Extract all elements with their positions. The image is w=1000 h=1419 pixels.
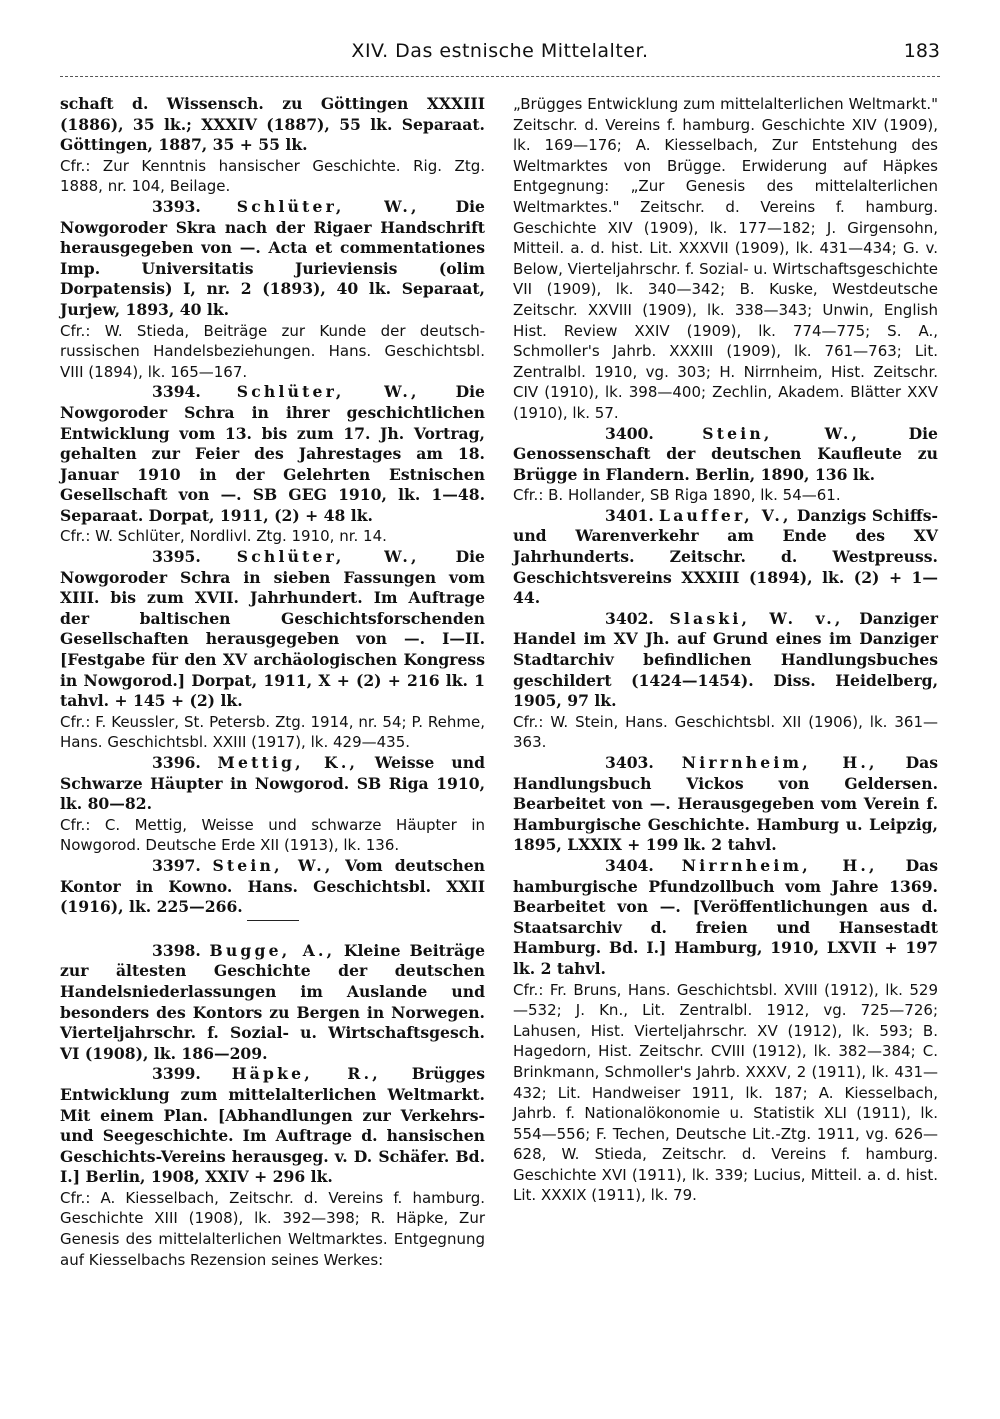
bibliography-entry (513, 856, 938, 980)
entry-title: Kleine Beiträge zur ältesten Geschichte der deutschen Handelsniederlassungen im Auslande und besonders des Kontors zu Bergen in Norwegen. Vierteljahrschr. f. Sozial- u. Wirtschaftsgesch. VI (1908), lk. 186—209. (60, 940, 485, 1063)
review-citation: „Brügges Entwicklung zum mittelalterlichen Weltmarkt." Zeitschr. d. Vereins f. hamburg. Geschichte XIV (1909), lk. 169—176; A. Kiesselbach, Zur Entstehung des Weltmarktes von Brügge. Erwiderung auf Häpkes Entgegnung: „Zur Genesis des mittelalterlichen Weltmarktes." Zeitschr. d. Vereins f. hamburg. Geschichte XIV (1909), lk. 177—182; J. Girgensohn, Mitteil. a. d. hist. Lit. XXXVII (1909), lk. 431—434; G. v. Below, Vierteljahrschr. f. Sozial- u. Wirtschaftsgeschichte VII (1909), lk. 340—342; B. Kuske, Westdeutsche Zeitschr. XXVIII (1909), lk. 338—343; Unwin, English Hist. Review XXIV (1909), lk. 774—775; S. A., Schmoller's Jahrb. XXXIII (1909), lk. 761—763; Lit. Zentralbl. 1910, vg. 303; H. Nirrnheim, Hist. Zeitschr. CIV (1910), lk. 398—400; Zechlin, Akadem. Blätter XXV (1910), lk. 57. (513, 95, 938, 422)
entry-title: Die Nowgoroder Schra in sieben Fassungen vom XIII. bis zum XVII. Jahrhundert. Im Auftrage der baltischen Geschichtsforschenden Gesellschaften herausgegeben von —. I—II. [Festgabe für den XV archäologischen Kongress in Nowgorod.] Dorpat, 1911, X + (2) + 216 lk. 1 tahvl. + 145 + (2) lk. (60, 547, 485, 711)
entry-author: Nirrnheim, H., (681, 753, 878, 772)
review-citation: Cfr.: B. Hollander, SB Riga 1890, lk. 54—61. (513, 486, 841, 505)
entry-author: Lauffer, V., (659, 505, 792, 525)
review-citation: Cfr.: W. Stieda, Beiträge zur Kunde der deutsch-russischen Handelsbeziehungen. Hans. Geschichtsbl. VIII (1894), lk. 165—167. (60, 321, 485, 381)
section-separator-rule (247, 920, 299, 921)
entry-author: Schlüter, W., (236, 547, 420, 567)
review-citation: Cfr.: F. Keussler, St. Petersb. Ztg. 1914, nr. 54; P. Rehme, Hans. Geschichtsbl. XXIII (1917), lk. 429—435. (60, 712, 485, 752)
bibliography-entry-continued (60, 94, 485, 156)
right-column (513, 94, 938, 1206)
entry-author: Bugge, A., (209, 940, 336, 960)
bibliography-entry (513, 609, 938, 712)
running-title: XIV. Das estnische Mittelalter. (351, 40, 649, 62)
entry-title: Weisse und Schwarze Häupter in Nowgorod. SB Riga 1910, lk. 80—82. (60, 753, 485, 814)
entry-number: 3403. (605, 753, 654, 772)
entry-author: Mettig, K., (217, 753, 359, 772)
review-citation: Cfr.: W. Stein, Hans. Geschichtsbl. XII (1906), lk. 361—363. (513, 712, 938, 752)
review-citation: Cfr.: C. Mettig, Weisse und schwarze Häupter in Nowgorod. Deutsche Erde XII (1913), lk. 136. (60, 815, 485, 855)
entry-title: Die Nowgoroder Skra nach der Rigaer Handschrift herausgegeben von —. Acta et commentationes Imp. Universitatis Jurieviensis (olim Dorpatensis) I, nr. 2 (1893), 40 lk. Separaat, Jurjew, 1893, 40 lk. (60, 196, 485, 319)
entry-author: Stein, W., (702, 423, 861, 443)
header-rule (60, 76, 940, 77)
entry-title: Brügges Entwicklung zum mittelalterlichen Weltmarkt. Mit einem Plan. [Abhandlungen zur Verkehrs- und Seegeschichte. Im Auftrage d. hansischen Geschichts-Vereins herausgeg. v. D. Schäfer. Bd. I.] Berlin, 1908, XXIV + 296 lk. (60, 1064, 485, 1187)
entry-number: 3402. (605, 608, 654, 628)
bibliography-entry (60, 753, 485, 815)
entry-author: Schlüter, W., (236, 196, 420, 216)
bibliography-entry (60, 547, 485, 712)
review-citation: Cfr.: Zur Kenntnis hansischer Geschichte. Rig. Ztg. 1888, nr. 104, Beilage. (60, 156, 485, 196)
entry-title: Danziger Handel im XV Jh. auf Grund eines im Danziger Stadtarchiv befindlichen Handlungsbuches geschildert (1424—1454). Diss. Heidelberg, 1905, 97 lk. (513, 608, 938, 711)
entry-author: Stein, W., (212, 855, 334, 875)
entry-number: 3397. (152, 855, 201, 875)
entry-number: 3400. (605, 423, 654, 443)
entry-number: 3393. (152, 196, 201, 216)
entry-text: schaft d. Wissensch. zu Göttingen XXXIII (1886), 35 lk.; XXXIV (1887), 55 lk. Separaat. Göttingen, 1887, 35 + 55 lk. (60, 94, 485, 155)
left-column (60, 94, 485, 1270)
bibliography-entry (513, 753, 938, 856)
bibliography-entry (513, 506, 938, 609)
entry-number: 3401. (605, 505, 654, 525)
bibliography-entry (60, 197, 485, 321)
entry-number: 3398. (152, 940, 201, 960)
bibliography-entry (60, 856, 485, 918)
entry-title: Die Genossenschaft der deutschen Kaufleute zu Brügge in Flandern. Berlin, 1890, 136 lk. (513, 423, 938, 484)
entry-title: Das hamburgische Pfundzollbuch vom Jahre 1369. Bearbeitet von —. [Veröffentlichungen aus d. Staatsarchiv d. freien und Hansestadt Hamburg. Bd. I.] Hamburg, 1910, LXVII + 197 lk. 2 tahvl. (513, 855, 938, 978)
review-citation: Cfr.: Fr. Bruns, Hans. Geschichtsbl. XVIII (1912), lk. 529—532; J. Kn., Lit. Zentralbl. 1912, vg. 725—726; Lahusen, Hist. Vierteljahrschr. XV (1912), lk. 593; B. Hagedorn, Hist. Zeitschr. CVIII (1912), lk. 382—384; C. Brinkmann, Schmoller's Jahrb. XXXV, 2 (1911), lk. 431—432; Lit. Handweiser 1911, lk. 187; A. Kiesselbach, Jahrb. f. Nationalökonomie u. Statistik XLI (1911), lk. 554—556; F. Techen, Deutsche Lit.-Ztg. 1911, vg. 626—628, W. Stieda, Zeitschr. d. Vereins f. hamburg. Geschichte XVI (1911), lk. 339; Lucius, Mitteil. a. d. hist. Lit. XXXIX (1911), lk. 79. (513, 980, 938, 1205)
review-citation: Cfr.: A. Kiesselbach, Zeitschr. d. Vereins f. hamburg. Geschichte XIII (1908), lk. 392—398; R. Häpke, Zur Genesis des mittelalterlichen Weltmarktes. Entgegnung auf Kiesselbachs Rezension seines Werkes: (60, 1188, 485, 1269)
entry-number: 3399. (152, 1064, 201, 1084)
bibliography-entry (60, 1064, 485, 1188)
page-number: 183 (903, 40, 940, 62)
entry-author: Häpke, R., (231, 1064, 381, 1084)
entry-number: 3396. (152, 753, 201, 772)
entry-number: 3395. (152, 547, 201, 567)
running-head (60, 40, 940, 72)
bibliography-entry (513, 424, 938, 486)
bibliography-entry (60, 941, 485, 1065)
entry-number: 3394. (152, 382, 201, 402)
entry-number: 3404. (605, 855, 654, 875)
entry-title: Das Handlungsbuch Vickos von Geldersen. Bearbeitet von —. Herausgegeben vom Verein f. Hamburgische Geschichte. Hamburg u. Leipzig, 1895, LXXIX + 199 lk. 2 tahvl. (513, 753, 938, 855)
bibliography-entry (60, 382, 485, 526)
entry-author: Nirrnheim, H., (681, 855, 878, 875)
entry-title: Die Nowgoroder Schra in ihrer geschichtlichen Entwicklung vom 13. bis zum 17. Jh. Vortrag, gehalten zur Feier des Jahrestages am 18. Januar 1910 in der Gelehrten Estnischen Gesellschaft von —. SB GEG 1910, lk. 1—48. Separaat. Dorpat, 1911, (2) + 48 lk. (60, 382, 485, 525)
review-citation: Cfr.: W. Schlüter, Nordlivl. Ztg. 1910, nr. 14. (60, 527, 387, 546)
entry-title: Danzigs Schiffs- und Warenverkehr am Ende des XV Jahrhunderts. Zeitschr. d. Westpreuss. Geschichtsvereins XXXIII (1894), lk. (2) + 1—44. (513, 505, 938, 608)
entry-title: Vom deutschen Kontor in Kowno. Hans. Geschichtsbl. XXII (1916), lk. 225—266. (60, 855, 485, 917)
entry-author: Schlüter, W., (236, 382, 420, 402)
entry-author: Slaski, W. v., (669, 608, 844, 628)
